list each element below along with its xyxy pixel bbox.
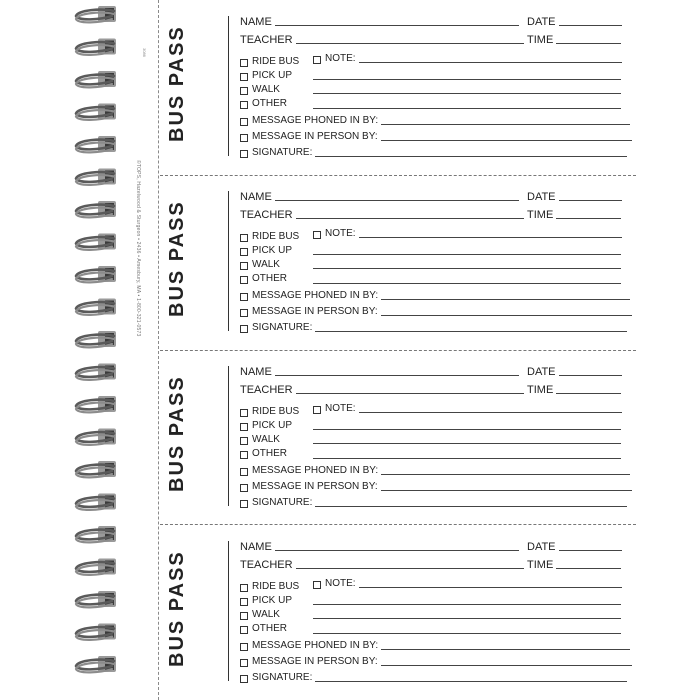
in-person-checkbox[interactable] [240,309,248,317]
spiral-coil [76,591,116,607]
signature-field[interactable] [315,681,627,682]
spiral-coil [76,461,116,477]
ride-bus-option[interactable] [240,406,299,417]
other-label: OTHER [252,623,287,634]
walk-label: WALK [252,84,280,95]
teacher-field[interactable] [296,218,524,219]
ride-bus-label: RIDE BUS [252,406,300,417]
time-field[interactable] [556,218,621,219]
spiral-coil [76,364,116,380]
signature-checkbox[interactable] [240,675,248,683]
note-field-2[interactable] [313,254,621,255]
note-field-3[interactable] [313,268,621,269]
phoned-field[interactable] [381,299,630,300]
pick-up-checkbox[interactable] [240,73,248,81]
bus-pass-title: BUS PASS [166,550,188,667]
walk-label: WALK [252,609,280,620]
spiral-coil [76,526,116,542]
time-row [527,209,621,221]
time-row [527,384,621,396]
other-label: OTHER [252,273,287,284]
signature-checkbox[interactable] [240,150,248,158]
walk-label: WALK [252,259,280,270]
signature-field[interactable] [315,506,627,507]
teacher-label: TEACHER [240,384,293,396]
ride-bus-label: RIDE BUS [252,581,300,592]
note-row [313,228,622,240]
note-field-1[interactable] [359,237,622,238]
title-divider [186,366,229,506]
bus-pass-form-4 [160,525,636,700]
pick-up-option[interactable] [240,595,292,606]
pick-up-option[interactable] [240,420,292,431]
teacher-row [240,384,524,396]
note-field-3[interactable] [313,93,621,94]
signature-checkbox[interactable] [240,500,248,508]
bus-pass-title: BUS PASS [166,25,188,142]
note-checkbox[interactable] [313,581,321,589]
other-checkbox[interactable] [240,101,248,109]
in-person-field[interactable] [381,315,632,316]
bus-pass-form-3 [160,350,636,525]
note-field-1[interactable] [359,62,622,63]
signature-field[interactable] [315,331,627,332]
note-field-3[interactable] [313,443,621,444]
in-person-field[interactable] [381,665,632,666]
time-field[interactable] [556,568,621,569]
pick-up-checkbox[interactable] [240,423,248,431]
walk-option[interactable] [240,609,280,620]
signature-field[interactable] [315,156,627,157]
other-label: OTHER [252,448,287,459]
date-label: DATE [527,16,556,28]
teacher-field[interactable] [296,568,524,569]
ride-bus-checkbox[interactable] [240,584,248,592]
phoned-row [240,640,630,652]
date-field[interactable] [559,550,622,551]
teacher-field[interactable] [296,393,524,394]
ride-bus-checkbox[interactable] [240,409,248,417]
spiral-coil [76,201,116,217]
spine-product-code: 3086 [142,48,147,57]
time-label: TIME [527,34,554,46]
tear-line-2 [160,350,636,351]
in-person-row [240,656,632,668]
walk-checkbox[interactable] [240,612,248,620]
in-person-label: MESSAGE IN PERSON BY: [252,481,378,492]
in-person-label: MESSAGE IN PERSON BY: [252,131,378,142]
spiral-coil [76,396,116,412]
time-row [527,559,621,571]
other-checkbox[interactable] [240,626,248,634]
date-row [527,366,622,378]
signature-label: SIGNATURE: [252,147,313,158]
bus-pass-title: BUS PASS [166,200,188,317]
walk-checkbox[interactable] [240,87,248,95]
teacher-label: TEACHER [240,34,293,46]
time-field[interactable] [556,43,621,44]
spiral-coil [76,559,116,575]
in-person-label: MESSAGE IN PERSON BY: [252,656,378,667]
signature-label: SIGNATURE: [252,322,313,333]
signature-checkbox[interactable] [240,325,248,333]
other-checkbox[interactable] [240,451,248,459]
phoned-row [240,290,630,302]
in-person-row [240,306,632,318]
name-row [240,541,519,553]
note-field-2[interactable] [313,79,621,80]
note-field-1[interactable] [359,587,622,588]
date-field[interactable] [559,25,622,26]
title-divider [186,541,229,681]
pick-up-checkbox[interactable] [240,598,248,606]
teacher-row [240,34,524,46]
phoned-field[interactable] [381,474,630,475]
in-person-field[interactable] [381,140,632,141]
in-person-checkbox[interactable] [240,484,248,492]
name-label: NAME [240,191,272,203]
name-label: NAME [240,541,272,553]
spiral-coil [76,429,116,445]
phoned-row [240,115,630,127]
ride-bus-label: RIDE BUS [252,56,300,67]
signature-label: SIGNATURE: [252,672,313,683]
signature-row [240,147,627,159]
phoned-checkbox[interactable] [240,468,248,476]
spiral-binding [72,0,134,700]
phoned-label: MESSAGE PHONED IN BY: [252,290,379,301]
pick-up-label: PICK UP [252,595,293,606]
spiral-coil [76,624,116,640]
walk-option[interactable] [240,259,280,270]
note-field-2[interactable] [313,429,621,430]
signature-label: SIGNATURE: [252,497,313,508]
spiral-coil [76,266,116,282]
ride-bus-checkbox[interactable] [240,59,248,67]
time-field[interactable] [556,393,621,394]
note-checkbox[interactable] [313,406,321,414]
date-row [527,191,622,203]
note-field-3[interactable] [313,618,621,619]
other-option[interactable] [240,448,287,459]
name-row [240,191,519,203]
note-label: NOTE: [325,578,356,589]
note-field-4[interactable] [313,283,621,284]
name-field[interactable] [275,200,519,201]
phoned-field[interactable] [381,124,630,125]
name-row [240,16,519,28]
spiral-coil [76,331,116,347]
in-person-label: MESSAGE IN PERSON BY: [252,306,378,317]
walk-option[interactable] [240,84,280,95]
date-label: DATE [527,541,556,553]
phoned-row [240,465,630,477]
bus-pass-form-2 [160,175,636,350]
spiral-coil [76,494,116,510]
note-label: NOTE: [325,53,356,64]
name-label: NAME [240,16,272,28]
phoned-label: MESSAGE PHONED IN BY: [252,640,379,651]
date-field[interactable] [559,375,622,376]
teacher-row [240,559,524,571]
signature-row [240,322,627,334]
spiral-coil [76,71,116,87]
teacher-field[interactable] [296,43,524,44]
teacher-row [240,209,524,221]
bus-pass-title: BUS PASS [166,375,188,492]
note-label: NOTE: [325,228,356,239]
spine-publisher-text: ©TOPS, Hazelwood & Sturgeon • 2436 • Amesbury, MA • 1-800-321-0573 [135,160,141,337]
signature-row [240,672,627,684]
note-field-2[interactable] [313,604,621,605]
ride-bus-label: RIDE BUS [252,231,300,242]
phoned-checkbox[interactable] [240,643,248,651]
walk-label: WALK [252,434,280,445]
time-label: TIME [527,209,554,221]
ride-bus-option[interactable] [240,231,299,242]
other-checkbox[interactable] [240,276,248,284]
note-row [313,403,622,415]
title-divider [186,191,229,331]
pick-up-option[interactable] [240,245,292,256]
tear-line-1 [160,175,636,176]
note-field-1[interactable] [359,412,622,413]
date-label: DATE [527,366,556,378]
spiral-coil [76,39,116,55]
other-label: OTHER [252,98,287,109]
note-field-4[interactable] [313,108,621,109]
spiral-coil [76,169,116,185]
walk-checkbox[interactable] [240,262,248,270]
note-row [313,53,622,65]
pick-up-label: PICK UP [252,420,293,431]
walk-option[interactable] [240,434,280,445]
pick-up-checkbox[interactable] [240,248,248,256]
other-option[interactable] [240,98,287,109]
ride-bus-option[interactable] [240,56,299,67]
spiral-coil [76,136,116,152]
note-field-4[interactable] [313,633,621,634]
name-label: NAME [240,366,272,378]
name-field[interactable] [275,375,519,376]
ride-bus-option[interactable] [240,581,299,592]
time-label: TIME [527,384,554,396]
spiral-coil [76,6,116,22]
in-person-row [240,131,632,143]
perforation-spine [158,0,159,700]
teacher-label: TEACHER [240,559,293,571]
name-field[interactable] [275,25,519,26]
spiral-coil [76,104,116,120]
name-field[interactable] [275,550,519,551]
note-checkbox[interactable] [313,56,321,64]
note-field-4[interactable] [313,458,621,459]
pick-up-label: PICK UP [252,245,293,256]
tear-line-3 [160,524,636,525]
spiral-coil [76,299,116,315]
date-row [527,16,622,28]
signature-row [240,497,627,509]
in-person-row [240,481,632,493]
pick-up-option[interactable] [240,70,292,81]
phoned-checkbox[interactable] [240,293,248,301]
date-field[interactable] [559,200,622,201]
other-option[interactable] [240,623,287,634]
ride-bus-checkbox[interactable] [240,234,248,242]
spiral-coil [76,656,116,672]
pick-up-label: PICK UP [252,70,293,81]
bus-pass-form-1 [160,0,636,175]
time-row [527,34,621,46]
title-divider [186,16,229,156]
in-person-field[interactable] [381,490,632,491]
phoned-field[interactable] [381,649,630,650]
date-label: DATE [527,191,556,203]
phoned-checkbox[interactable] [240,118,248,126]
other-option[interactable] [240,273,287,284]
time-label: TIME [527,559,554,571]
date-row [527,541,622,553]
in-person-checkbox[interactable] [240,134,248,142]
phoned-label: MESSAGE PHONED IN BY: [252,115,379,126]
note-label: NOTE: [325,403,356,414]
walk-checkbox[interactable] [240,437,248,445]
phoned-label: MESSAGE PHONED IN BY: [252,465,379,476]
note-checkbox[interactable] [313,231,321,239]
in-person-checkbox[interactable] [240,659,248,667]
teacher-label: TEACHER [240,209,293,221]
note-row [313,578,622,590]
spiral-coil [76,234,116,250]
name-row [240,366,519,378]
